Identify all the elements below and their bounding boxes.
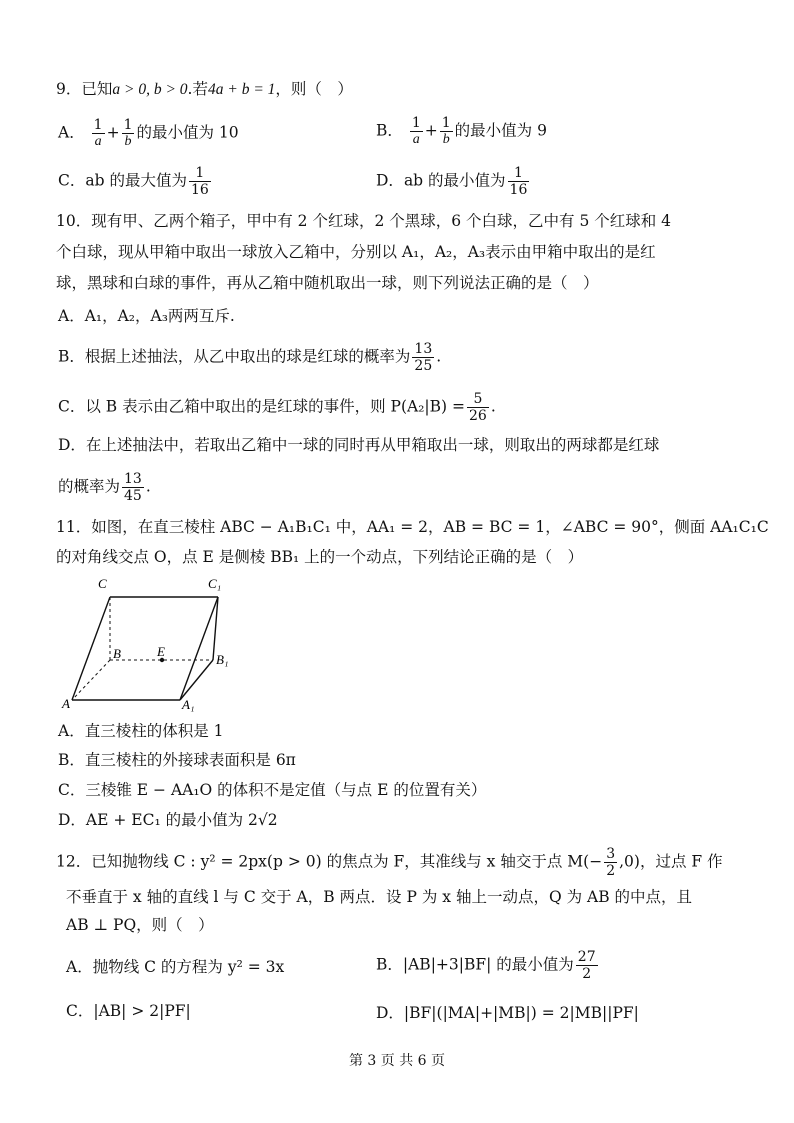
fraction-5-over-26: $\frac{5}{26}$	[469, 391, 487, 424]
edge-B1-A1	[180, 660, 213, 700]
q11-stem-line-1: 11．如图，在直三棱柱 ABC − A₁B₁C₁ 中，AA₁ = 2，AB = BC = 1，∠ABC = 90°，侧面 AA₁C₁C	[56, 518, 769, 536]
label-C: C	[98, 576, 107, 591]
q12-stem-line-2: 不垂直于 x 轴的直线 l 与 C 交于 A，B 两点．设 P 为 x 轴上一动点，Q 为 AB 的中点，且	[66, 888, 693, 906]
fraction-1-over-a: $\frac{1}{a}$	[93, 117, 103, 149]
fraction-27-over-2: $\frac{27}{2}$	[577, 949, 596, 982]
label-B1: B₁	[216, 652, 229, 667]
q10-stem-line-2: 个白球，现从甲箱中取出一球放入乙箱中，分别以 A₁，A₂，A₃表示由甲箱中取出的是红	[56, 243, 656, 261]
page-footer: 第 3 页 共 6 页	[348, 1053, 446, 1069]
q12-option-a: A．抛物线 C 的方程为 y² = 3x	[66, 958, 285, 976]
q9-option-d: D．ab 的最小值为 $\frac{1}{16}$	[376, 165, 528, 198]
fraction-1-over-b: $\frac{1}{b}$	[123, 117, 133, 149]
label-E: E	[157, 644, 165, 659]
q10-stem-line-3: 球，黑球和白球的事件，再从乙箱中随机取出一球，则下列说法正确的是（ ）	[56, 274, 599, 292]
edge-B-A	[72, 660, 110, 700]
label-C1: C₁	[208, 576, 222, 591]
q11-stem-line-2: 的对角线交点 O，点 E 是侧棱 BB₁ 上的一个动点，下列结论正确的是（ ）	[56, 548, 584, 566]
q12-option-b: B．|AB|+3|BF| 的最小值为 $\frac{27}{2}$	[376, 949, 596, 982]
label-B: B	[113, 646, 121, 661]
q10-option-d-line-2: 的概率为 $\frac{13}{45}$ .	[58, 471, 151, 504]
label-A1: A₁	[182, 697, 195, 712]
q11-option-d: D．AE + EC₁ 的最小值为 2√2	[58, 811, 278, 829]
q12-stem-line-1: 12．已知抛物线 C : y² = 2px(p > 0) 的焦点为 F，其准线与 x 轴交于点 M(− $\frac{3}{2}$ ,0)，过点 F 作	[56, 846, 723, 879]
q12-option-c: C．|AB| > 2|PF|	[66, 1002, 191, 1020]
edge-A-C	[72, 597, 110, 700]
fraction-1-over-b: $\frac{1}{b}$	[441, 115, 451, 147]
label-A: A	[62, 696, 70, 711]
fraction-1-over-a: $\frac{1}{a}$	[411, 115, 421, 147]
q11-option-c: C．三棱锥 E − AA₁O 的体积不是定值（与点 E 的位置有关）	[58, 781, 487, 799]
edge-C1-A1	[180, 597, 218, 700]
fraction-13-over-25: $\frac{13}{25}$	[414, 341, 433, 374]
fraction-1-over-16: $\frac{1}{16}$	[190, 165, 209, 198]
q12-stem-line-3: AB ⊥ PQ，则（ ）	[66, 916, 214, 934]
q11-option-a: A．直三棱柱的体积是 1	[58, 722, 224, 740]
q10-option-b: B．根据上述抽法，从乙中取出的球是红球的概率为 $\frac{13}{25}$ .	[58, 341, 442, 374]
fraction-1-over-16: $\frac{1}{16}$	[509, 165, 528, 198]
fraction-13-over-45: $\frac{13}{45}$	[124, 471, 142, 504]
q12-option-d: D．|BF|(|MA|+|MB|) = 2|MB||PF|	[376, 1004, 639, 1022]
prism-figure	[58, 572, 248, 712]
q9-option-a: A． $\frac{1}{a}$ + $\frac{1}{b}$ 的最小值为 10	[58, 117, 239, 149]
q10-option-c: C．以 B 表示由乙箱中取出的是红球的事件，则 P(A₂|B) = $\frac{5}{26}$ .	[58, 391, 496, 424]
q10-stem-line-1: 10．现有甲、乙两个箱子，甲中有 2 个红球，2 个黑球，6 个白球，乙中有 5 个红球和 4	[56, 212, 672, 230]
q9-option-c: C．ab 的最大值为 $\frac{1}{16}$	[58, 165, 209, 198]
q10-option-d-line-1: D．在上述抽法中，若取出乙箱中一球的同时再从甲箱取出一球，则取出的两球都是红球	[58, 436, 660, 454]
edge-C1-B1	[213, 597, 218, 660]
q11-option-b: B．直三棱柱的外接球表面积是 6π	[58, 751, 296, 769]
fraction-3-over-2: $\frac{3}{2}$	[606, 846, 616, 879]
q9-stem: 9．已知a > 0, b > 0.若4a + b = 1，则（ ）	[56, 80, 353, 98]
q10-option-a: A．A₁，A₂，A₃两两互斥.	[58, 307, 235, 325]
q9-option-b: B． $\frac{1}{a}$ + $\frac{1}{b}$ 的最小值为 9	[376, 115, 547, 147]
